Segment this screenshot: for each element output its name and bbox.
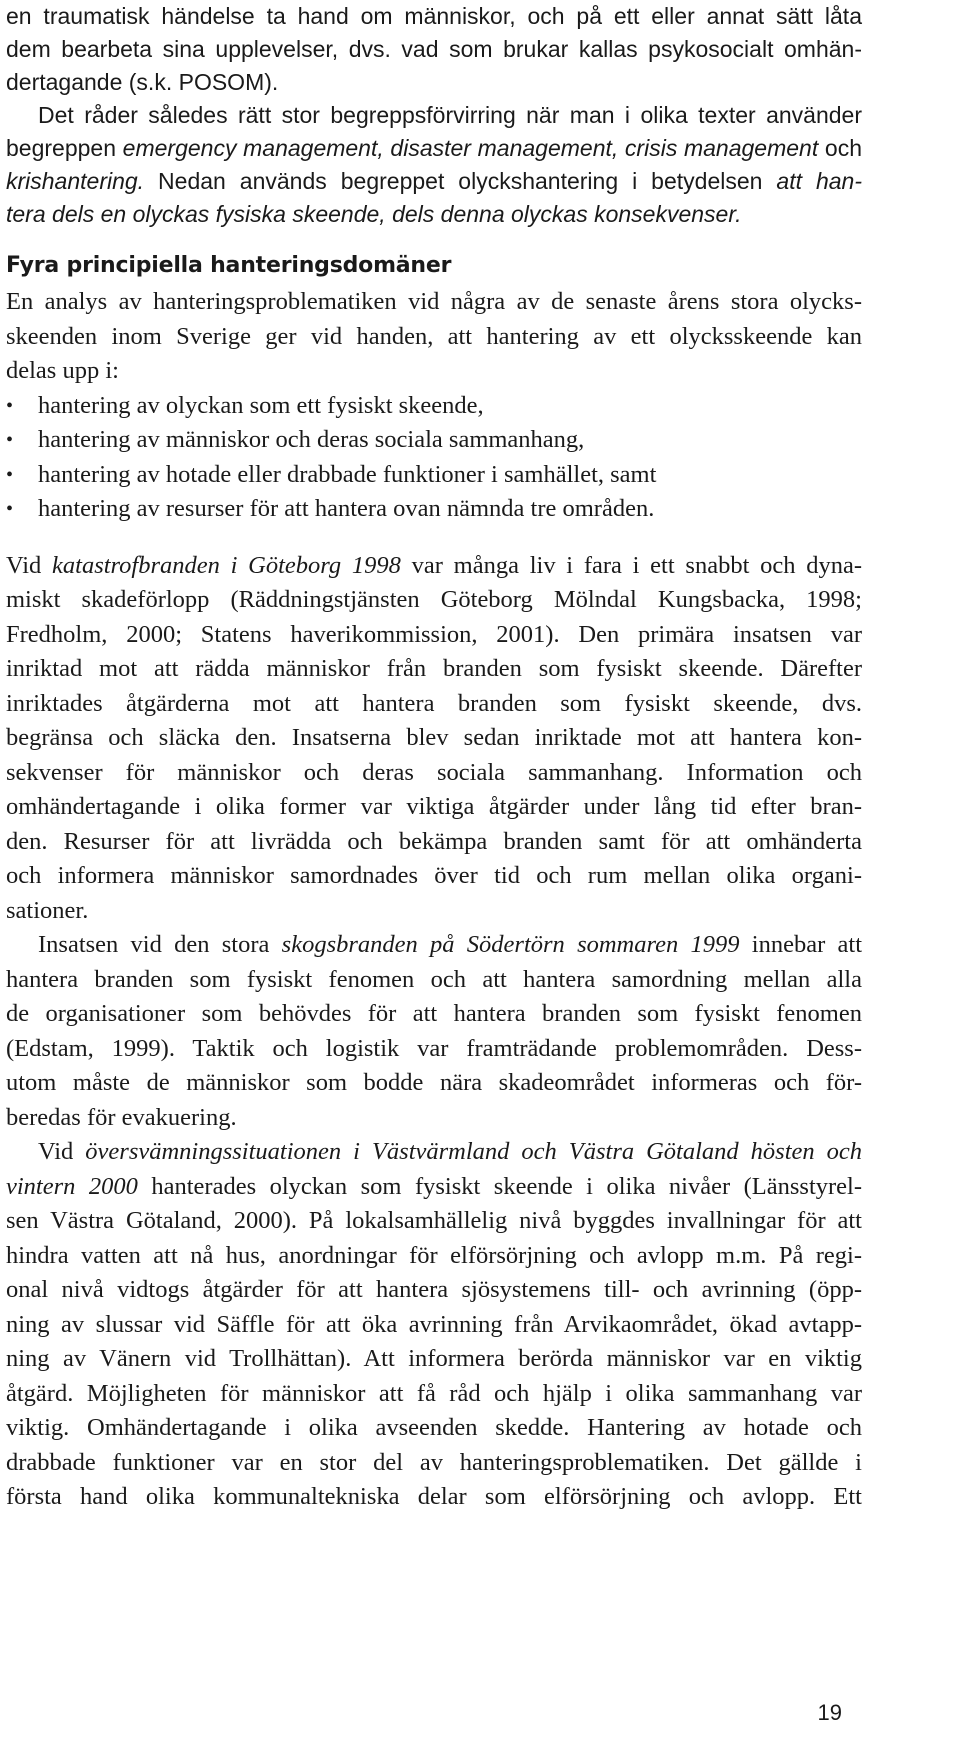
text-line — [6, 165, 862, 198]
text-line: beredas för evakuering. — [6, 1103, 237, 1131]
emphasis-text: krishantering. — [6, 168, 145, 194]
text-line: inriktades åtgärderna mot att hantera branden som fysiskt skeende, dvs. — [6, 689, 862, 717]
emphasis-text: tera dels en olyckas fysiska skeende, dels denna olyckas konsekvenser. — [6, 201, 742, 227]
text-line: Det råder således rätt stor begreppsförvirring när man i olika texter använder — [38, 102, 862, 128]
text-line: ning av Vänern vid Trollhättan). Att informera berörda människor var en viktig — [6, 1345, 862, 1372]
text-line: viktig. Omhändertagande i olika avseenden skedde. Hantering av hotade och — [6, 1414, 862, 1441]
text-line: sekvenser för människor och deras sociala sammanhang. Information och — [6, 758, 862, 786]
text-line: ning av slussar vid Säffle för att öka avrinning från Arvikaområdet, ökad avtapp- — [6, 1310, 862, 1338]
vastvarmland-paragraph — [6, 1135, 862, 1515]
document-page — [6, 0, 862, 1515]
emphasis-text: översvämningssituationen i Västvärmland och Västra Götaland hösten och — [85, 1138, 863, 1165]
text-fragment: och — [818, 135, 862, 161]
text-line: inriktad mot att rädda människor från branden som fysiskt skeende. Därefter — [6, 655, 862, 682]
section-lead-paragraph — [6, 285, 862, 389]
text-line: miskt skadeförlopp (Räddningstjänsten Göteborg Mölndal Kungsbacka, 1998; — [6, 586, 862, 613]
text-fragment: var många liv i fara i ett snabbt och dyna- — [400, 551, 863, 579]
text-fragment: Vid — [38, 1138, 86, 1165]
text-line: hantera branden som fysiskt fenomen och att hantera samordning mellan alla — [6, 965, 862, 993]
text-line — [6, 1135, 862, 1170]
text-line: och informera människor samordnades över tid och rum mellan olika organi- — [6, 862, 862, 889]
text-line: hindra vatten att nå hus, anordningar för elförsörjning och avlopp m.m. På regi- — [6, 1241, 862, 1269]
section-heading: Fyra principiella hanteringsdomäner — [6, 253, 452, 278]
text-line: En analys av hanteringsproblematiken vid några av de senaste årens stora olycks- — [6, 288, 862, 315]
emphasis-text: katastrofbranden i Göteborg 1998 — [52, 551, 401, 579]
list-item: • hantering av resurser för att hantera ovan nämnda tre områden. — [6, 492, 862, 527]
text-fragment: Insatsen vid den stora — [38, 931, 282, 958]
text-line — [6, 549, 862, 584]
text-line: den. Resurser för att livrädda och bekämpa branden samt för att omhänderta — [6, 827, 862, 855]
emphasis-text: vintern 2000 — [6, 1172, 138, 1200]
emphasis-text: att han- — [776, 168, 862, 194]
text-line: omhändertagande i olika former var viktiga åtgärder under lång tid efter bran- — [6, 793, 862, 820]
paragraph-spacer — [6, 527, 862, 549]
text-line — [6, 132, 862, 165]
emphasis-text: skogsbranden på Södertörn sommaren 1999 — [281, 931, 740, 958]
text-line: begränsa och släcka den. Insatserna blev sedan inriktade mot att hantera kon- — [6, 724, 862, 751]
text-line: delas upp i: — [6, 357, 119, 384]
goteborg-paragraph — [6, 549, 862, 929]
text-line: en traumatisk händelse ta hand om människor, och på ett eller annat sätt låta — [6, 3, 862, 29]
page-number: 19 — [817, 1700, 842, 1725]
intro-paragraph — [6, 0, 862, 231]
text-line: drabbade funktioner var en stor del av hanteringsproblematiken. Det gällde i — [6, 1448, 862, 1476]
text-line: onal nivå vidtogs åtgärder för att hantera sjösystemens till- och avrinning (öpp- — [6, 1276, 862, 1303]
sodertorn-paragraph — [6, 928, 862, 1135]
text-line: utom måste de människor som bodde nära skadeområdet informeras och för- — [6, 1069, 862, 1096]
text-line — [6, 1170, 862, 1205]
text-line: (Edstam, 1999). Taktik och logistik var framträdande problemområden. Dess- — [6, 1034, 862, 1062]
list-item: • hantering av olyckan som ett fysiskt skeende, — [6, 389, 862, 424]
text-fragment: hanterades olyckan som fysiskt skeende i olika nivåer (Länsstyrel- — [137, 1172, 862, 1200]
text-line: åtgärd. Möjligheten för människor att få råd och hjälp i olika sammanhang var — [6, 1379, 862, 1407]
text-line — [6, 928, 862, 963]
text-fragment: Vid — [6, 551, 53, 579]
text-line: dem bearbeta sina upplevelser, dvs. vad som brukar kallas psykosocialt omhän- — [6, 36, 862, 62]
text-line: sationer. — [6, 896, 89, 924]
text-line: skeenden inom Sverige ger vid handen, att hantering av ett olycksskeende kan — [6, 322, 862, 350]
emphasis-text: emergency management, disaster management, crisis management — [122, 135, 819, 161]
text-line: Fredholm, 2000; Statens haverikommission, 2001). Den primära insatsen var — [6, 620, 862, 648]
list-item: • hantering av människor och deras sociala sammanhang, — [6, 423, 862, 458]
text-line: första hand olika kommunaltekniska delar som elförsörjning och avlopp. Ett — [6, 1483, 862, 1510]
text-fragment: begreppen — [6, 135, 123, 161]
bullet-list — [6, 389, 862, 527]
text-line: dertagande (s.k. POSOM). — [6, 69, 279, 95]
text-fragment: innebar att — [739, 931, 863, 958]
list-item: • hantering av hotade eller drabbade funktioner i samhället, samt — [6, 458, 862, 493]
text-line: de organisationer som behövdes för att hantera branden som fysiskt fenomen — [6, 1000, 862, 1027]
text-line: sen Västra Götaland, 2000). På lokalsamhällelig nivå byggdes invallningar för att — [6, 1207, 862, 1234]
text-fragment: Nedan används begreppet olyckshantering i betydelsen — [144, 168, 777, 194]
text-line — [6, 198, 862, 231]
